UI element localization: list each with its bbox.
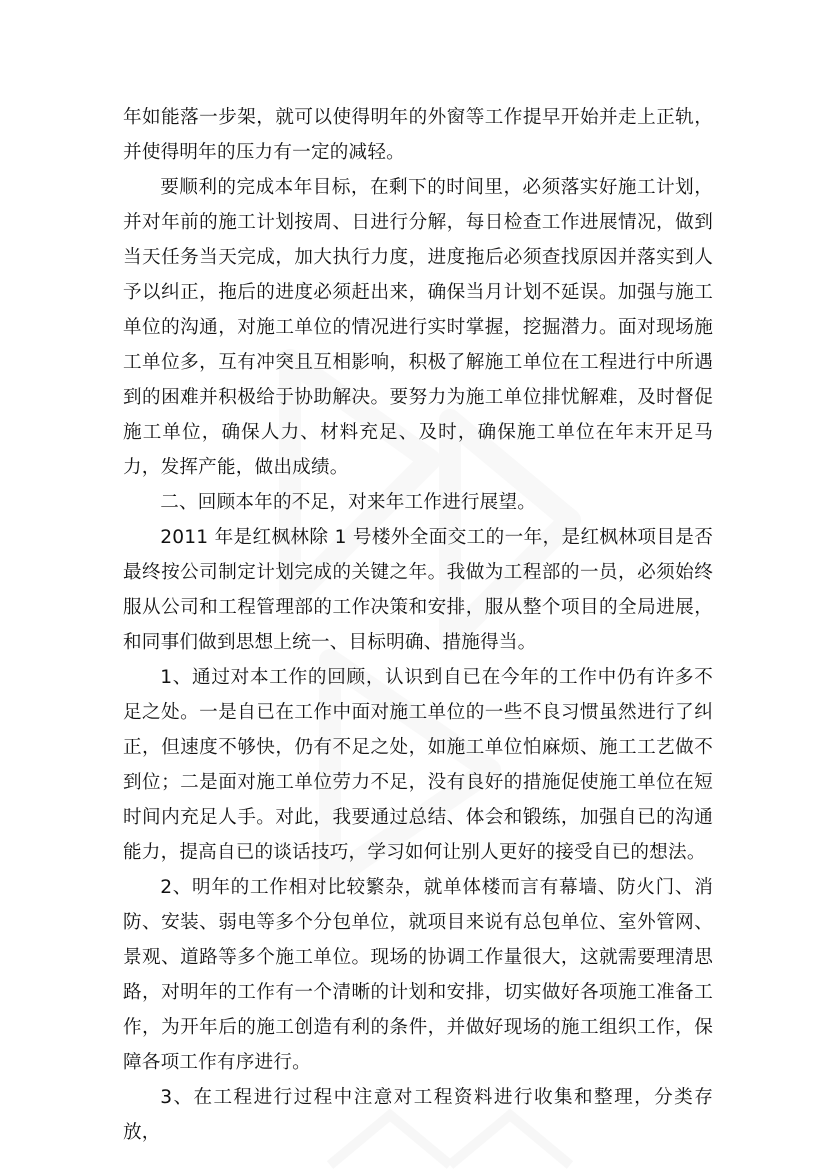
paragraph-5: 2、明年的工作相对比较繁杂，就单体楼而言有幕墙、防火门、消防、安装、弱电等多个分包单位，就项目来说有总包单位、室外管网、景观、道路等多个施工单位。现场的协调工作量很大，这就需要理清思路，对明年的工作有一个清晰的计划和安排，切实做好各项施工准备工作，为开年后的施工创造有利的条件，并做好现场的施工组织工作，保障各项工作有序进行。 [123,877,713,1073]
paragraph-4: 1、通过对本工作的回顾，认识到自已在今年的工作中仍有许多不足之处。一是自已在工作中面对施工单位的一些不良习惯虽然进行了纠正，但速度不够快，仍有不足之处，如施工单位怕麻烦、施工工艺做不到位；二是面对施工单位劳力不足，没有良好的措施促使施工单位在短时间内充足人手。对此，我要通过总结、体会和锻练，加强自已的沟通能力，提高自已的谈话技巧，学习如何让别人更好的接受自已的想法。 [123,667,713,863]
paragraph-3: 2011 年是红枫林除 1 号楼外全面交工的一年，是红枫林项目是否最终按公司制定计划完成的关键之年。我做为工程部的一员，必须始终服从公司和工程管理部的工作决策和安排，服从整个项目的全局进展，和同事们做到思想上统一、目标明确、措施得当。 [123,527,713,653]
section-heading: 二、回顾本年的不足，对来年工作进行展望。 [160,492,537,513]
paragraph-1: 年如能落一步架，就可以使得明年的外窗等工作提早开始并走上正轨，并使得明年的压力有一定的减轻。 [123,107,713,163]
paragraph-2: 要顺利的完成本年目标，在剩下的时间里，必须落实好施工计划，并对年前的施工计划按周、日进行分解，每日检查工作进展情况，做到当天任务当天完成，加大执行力度，进度拖后必须查找原因并落实到人予以纠正，拖后的进度必须赶出来，确保当月计划不延误。加强与施工单位的沟通，对施工单位的情况进行实时掌握，挖掘潜力。面对现场施工单位多，互有冲突且互相影响，积极了解施工单位在工程进行中所遇到的困难并积极给于协助解决。要努力为施工单位排忧解难，及时督促施工单位，确保人力、材料充足、及时，确保施工单位在年末开足马力，发挥产能，做出成绩。 [123,177,713,478]
document-body [123,100,713,1150]
paragraph-6: 3、在工程进行过程中注意对工程资料进行收集和整理，分类存放， [123,1087,713,1143]
